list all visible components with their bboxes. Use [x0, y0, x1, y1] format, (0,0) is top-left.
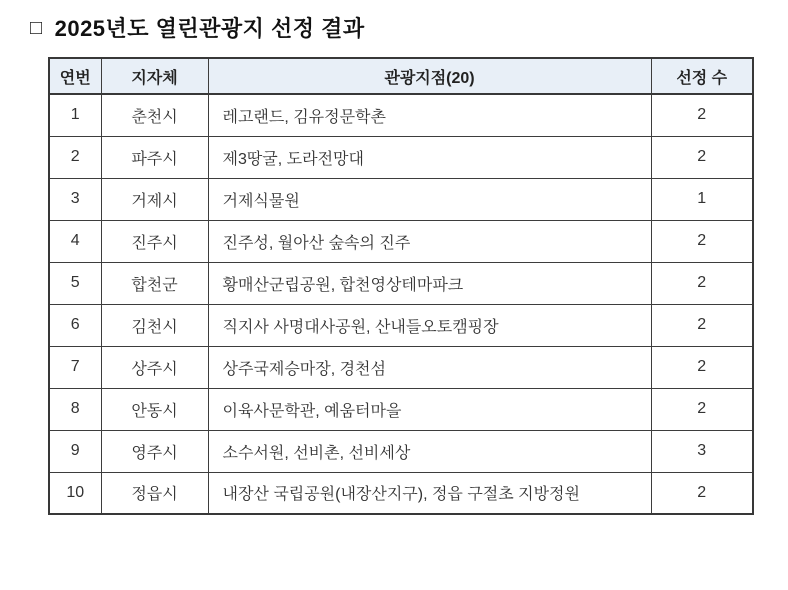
row-number-cell: 6: [49, 304, 101, 346]
tourist-sites-cell: 직지사 사명대사공원, 산내들오토캠핑장: [208, 304, 651, 346]
table-row: [49, 346, 753, 388]
tourist-sites-cell: 레고랜드, 김유정문학촌: [208, 94, 651, 136]
row-number-cell: 1: [49, 94, 101, 136]
document-title-row: [30, 16, 788, 42]
row-number-cell: 9: [49, 430, 101, 472]
district-cell: 정읍시: [101, 472, 208, 514]
tourist-sites-cell: 소수서원, 선비촌, 선비세상: [208, 430, 651, 472]
district-cell: 합천군: [101, 262, 208, 304]
row-number-cell: 4: [49, 220, 101, 262]
table-row: [49, 262, 753, 304]
tourist-sites-cell: 거제식물원: [208, 178, 651, 220]
row-number-cell: 8: [49, 388, 101, 430]
table-row: [49, 430, 753, 472]
selection-count-cell: 2: [651, 262, 753, 304]
district-cell: 안동시: [101, 388, 208, 430]
row-number-cell: 5: [49, 262, 101, 304]
column-header-district: 지자체: [101, 58, 208, 94]
tourist-sites-cell: 이육사문학관, 예움터마을: [208, 388, 651, 430]
table-row: [49, 178, 753, 220]
district-cell: 상주시: [101, 346, 208, 388]
title-square-marker-icon: □: [30, 17, 43, 39]
tourist-sites-cell: 진주성, 월아산 숲속의 진주: [208, 220, 651, 262]
selection-count-cell: 2: [651, 346, 753, 388]
table-header: [49, 58, 753, 94]
row-number-cell: 2: [49, 136, 101, 178]
selection-results-table: [48, 57, 754, 515]
district-cell: 영주시: [101, 430, 208, 472]
page-title: 2025년도 열린관광지 선정 결과: [54, 16, 365, 41]
table-row: [49, 304, 753, 346]
column-header-selection-count: 선정 수: [651, 58, 753, 94]
row-number-cell: 3: [49, 178, 101, 220]
tourist-sites-cell: 황매산군립공원, 합천영상테마파크: [208, 262, 651, 304]
selection-count-cell: 2: [651, 94, 753, 136]
table-row: [49, 136, 753, 178]
selection-count-cell: 2: [651, 304, 753, 346]
table-row: [49, 220, 753, 262]
row-number-cell: 7: [49, 346, 101, 388]
column-header-number: 연번: [49, 58, 101, 94]
district-cell: 거제시: [101, 178, 208, 220]
selection-count-cell: 1: [651, 178, 753, 220]
tourist-sites-cell: 상주국제승마장, 경천섬: [208, 346, 651, 388]
selection-count-cell: 2: [651, 388, 753, 430]
row-number-cell: 10: [49, 472, 101, 514]
table-row: [49, 388, 753, 430]
selection-count-cell: 2: [651, 220, 753, 262]
district-cell: 춘천시: [101, 94, 208, 136]
table-body: [49, 94, 753, 514]
tourist-sites-cell: 제3땅굴, 도라전망대: [208, 136, 651, 178]
table-row: [49, 94, 753, 136]
tourist-sites-cell: 내장산 국립공원(내장산지구), 정읍 구절초 지방정원: [208, 472, 651, 514]
selection-count-cell: 3: [651, 430, 753, 472]
district-cell: 진주시: [101, 220, 208, 262]
column-header-tourist-sites: 관광지점(20): [208, 58, 651, 94]
table-header-row: [49, 58, 753, 94]
selection-count-cell: 2: [651, 136, 753, 178]
selection-count-cell: 2: [651, 472, 753, 514]
district-cell: 김천시: [101, 304, 208, 346]
table-row: [49, 472, 753, 514]
district-cell: 파주시: [101, 136, 208, 178]
